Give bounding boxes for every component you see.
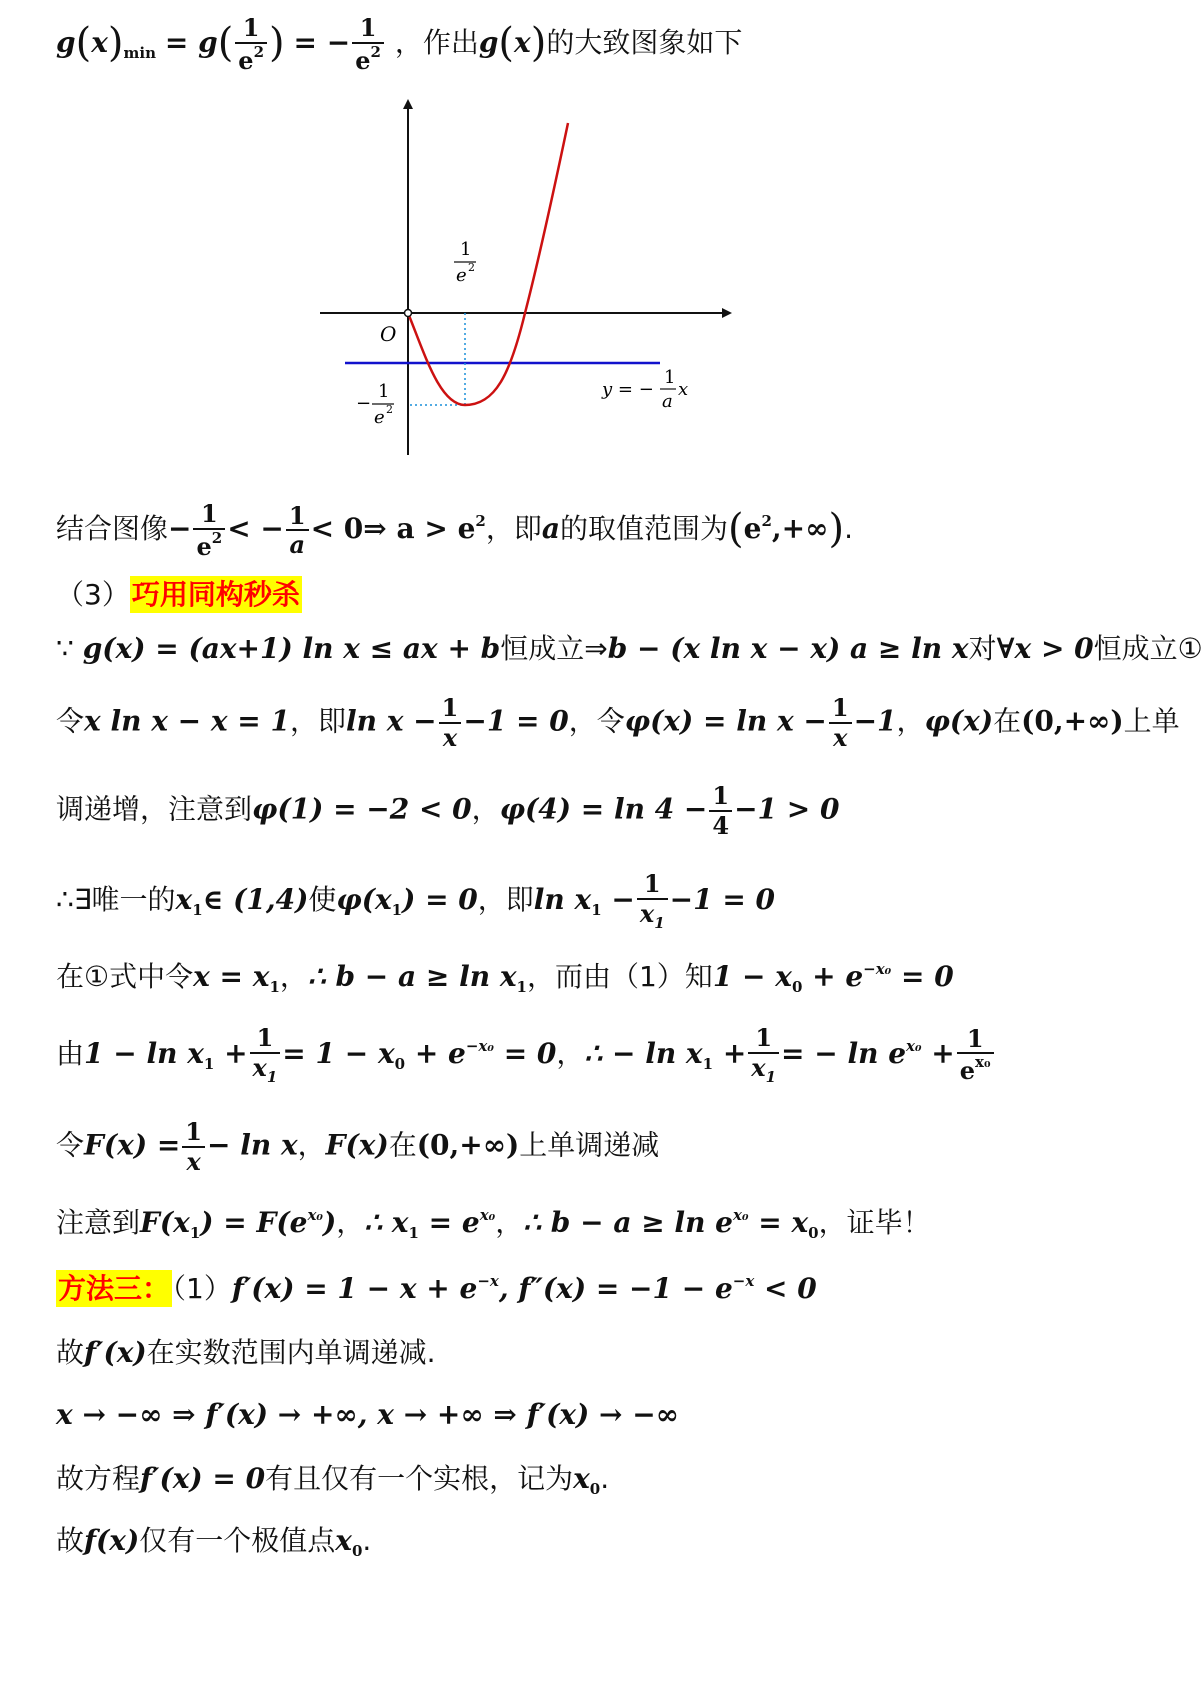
highlight-title: 巧用同构秒杀: [131, 578, 300, 611]
fraction: [829, 694, 852, 751]
math: ∴ x: [364, 1206, 409, 1239]
paren: (: [217, 20, 234, 67]
text: ，即: [477, 882, 534, 916]
sub: 0: [394, 1054, 406, 1073]
math: e: [743, 512, 762, 546]
denominator: 4: [712, 810, 730, 840]
math: −: [601, 882, 635, 916]
text: ，证毕！: [818, 1206, 931, 1239]
math: b − (x ln x − x) a ≥ ln x: [607, 632, 969, 665]
sup: x₀: [479, 1206, 496, 1224]
numerator: 1: [250, 1024, 281, 1054]
math: (0,+∞): [1021, 704, 1124, 738]
math: x: [573, 1462, 590, 1495]
math: ∀x > 0: [996, 632, 1094, 665]
origin-label: O: [380, 322, 397, 346]
math: φ(1) = −2 < 0: [252, 792, 472, 826]
line-proof-end: [56, 1206, 1060, 1242]
origin-point: [405, 310, 412, 317]
math-x: x: [91, 26, 108, 60]
y-tick-den: e: [374, 407, 385, 428]
numerator: 1: [193, 500, 225, 530]
math: + e: [405, 1036, 466, 1070]
math: = e: [418, 1206, 480, 1239]
math: φ(x) = ln x −: [624, 704, 827, 738]
text: 对: [968, 632, 997, 665]
math-eq: = −: [293, 26, 351, 60]
math: x: [175, 882, 193, 916]
math: φ(x: [336, 882, 392, 916]
sup: −x₀: [465, 1036, 494, 1055]
math: < 0: [754, 1272, 817, 1305]
math: ∴ b − a ≥ ln e: [523, 1206, 733, 1239]
text: ，: [279, 960, 308, 993]
line-label-y: y = −: [602, 379, 654, 400]
math-g: g: [56, 26, 76, 60]
text: 在: [388, 1128, 417, 1162]
math: ln x: [533, 882, 592, 916]
math: φ(4) = ln 4 −: [499, 792, 708, 826]
sub: 0: [808, 1224, 819, 1242]
function-graph: [320, 95, 740, 475]
sup: x₀: [906, 1036, 922, 1055]
text: ，即: [289, 704, 346, 738]
text: 令: [56, 704, 85, 738]
math: ,+∞: [771, 512, 829, 546]
text: ∵: [56, 632, 83, 665]
text: ，: [495, 1206, 524, 1239]
paren: (: [75, 20, 92, 67]
text: ，: [297, 1128, 326, 1162]
math-x: x: [514, 26, 531, 60]
text: .: [844, 512, 853, 546]
text: 在①式中令: [56, 960, 194, 993]
fraction: [193, 500, 225, 560]
math: ) = 0: [402, 882, 478, 916]
sub: 1: [203, 1054, 215, 1073]
numerator: 1: [637, 870, 668, 900]
numerator: 1: [829, 694, 852, 724]
denominator: $e^{x_0}$: [959, 1053, 991, 1086]
sub: 0: [589, 1480, 601, 1498]
sub: 1: [591, 900, 602, 919]
text: ，令: [568, 704, 625, 738]
math: 1 − ln x: [84, 1036, 204, 1070]
math: x ln x − x = 1: [84, 704, 290, 738]
fraction: [709, 782, 732, 839]
line-phi-def: [56, 693, 1180, 752]
text: 恒成立⇒: [500, 632, 608, 665]
text: 故: [56, 1524, 85, 1557]
sup: x₀: [307, 1206, 323, 1224]
y-tick-minus: −: [356, 393, 372, 414]
y-tick-num: 1: [378, 381, 390, 402]
sub: 1: [702, 1054, 714, 1073]
x-tick-den: e: [456, 265, 467, 286]
line-conclusion-a: [56, 500, 1060, 560]
sup: 2: [475, 512, 486, 531]
text: 恒成立①: [1093, 632, 1203, 665]
paren: ): [828, 506, 845, 553]
fraction: [439, 694, 462, 751]
math: < −: [227, 512, 284, 546]
text: 令: [56, 1128, 85, 1162]
line-method3: [56, 1272, 1060, 1306]
math: + e: [802, 960, 864, 993]
paren: ): [107, 20, 124, 67]
denominator: x: [442, 722, 458, 752]
numerator: 1: [182, 1118, 205, 1148]
sup: −x: [477, 1272, 499, 1290]
math: ∈ (1,4): [202, 882, 309, 916]
numerator: 1: [748, 1024, 779, 1054]
x-tick-num: 1: [460, 239, 472, 260]
math: φ(x): [924, 704, 994, 738]
math: ): [322, 1206, 337, 1239]
text: 注意到: [56, 1206, 141, 1239]
math: −1 = 0: [669, 882, 776, 916]
math: = − ln e: [781, 1036, 907, 1070]
text: 的大致图象如下: [546, 26, 743, 60]
text: 上单: [1123, 704, 1180, 738]
line-extremum: [56, 1524, 1060, 1560]
text: （3）: [56, 578, 130, 611]
denominator: $x_1$: [639, 898, 665, 932]
math: +: [713, 1036, 747, 1070]
text: ，: [336, 1206, 365, 1239]
math: ln x −: [346, 704, 437, 738]
paren: ): [530, 20, 547, 67]
numerator: 1: [439, 694, 462, 724]
line-derive: [56, 1024, 1060, 1086]
math: x = x: [193, 960, 270, 993]
text: 调递增，注意到: [56, 792, 253, 826]
sub: 1: [192, 900, 203, 919]
text: ∴∃唯一的: [56, 882, 176, 916]
math: +: [921, 1036, 955, 1070]
line-part3-header: [56, 578, 1060, 612]
svg-text:2: 2: [386, 403, 393, 416]
denominator: a: [289, 530, 305, 560]
math: f′(x): [84, 1336, 147, 1369]
math: F(x: [140, 1206, 190, 1239]
text: ，而由（1）知: [526, 960, 713, 993]
text: 在实数范围内单调递减.: [146, 1336, 436, 1369]
numerator: 1: [235, 14, 267, 44]
math: −1: [853, 704, 897, 738]
numerator: 1: [352, 14, 384, 44]
math: = x: [748, 1206, 809, 1239]
math: = 1 − x: [282, 1036, 395, 1070]
text: .: [362, 1524, 372, 1557]
math: −1 = 0: [463, 704, 569, 738]
fraction: [286, 502, 309, 559]
math: F(x) =: [84, 1128, 181, 1162]
text: 故: [56, 1336, 85, 1369]
svg-text:2: 2: [468, 261, 475, 274]
math-g: g: [478, 26, 499, 60]
math: −: [168, 512, 192, 546]
math: −1 > 0: [734, 792, 840, 826]
denominator: $e^2$: [238, 42, 265, 75]
fraction: [235, 14, 267, 74]
line-substitute: [56, 960, 1060, 996]
denominator: $x_1$: [252, 1052, 278, 1086]
sub: 1: [516, 978, 527, 996]
text: ，: [896, 704, 925, 738]
text: 在: [993, 704, 1022, 738]
text: 结合图像: [56, 512, 169, 546]
math: F(x): [325, 1128, 389, 1162]
text: （1）: [172, 1272, 232, 1305]
sup: 2: [761, 512, 772, 531]
text: ，: [471, 792, 500, 826]
line-root: [56, 1462, 1060, 1498]
math: = 0: [493, 1036, 557, 1070]
sub-min: min: [123, 44, 156, 63]
fraction: [748, 1024, 779, 1086]
denominator: x: [186, 1146, 201, 1176]
numerator: 1: [709, 782, 732, 812]
paren: ): [269, 20, 285, 67]
math: ∴ b − a ≥ ln x: [307, 960, 517, 993]
line-limits: [56, 1398, 1060, 1432]
math: f′(x) = 1 − x + e: [231, 1272, 478, 1305]
text: 故方程: [56, 1462, 141, 1495]
math: g(x) = (ax+1) ln x ≤ ax + b: [82, 632, 501, 665]
math: < 0⇒ a > e: [310, 512, 476, 546]
highlight-method: 方法三：: [58, 1272, 171, 1305]
math: x → −∞ ⇒ f′(x) → +∞, x → +∞ ⇒ f′(x) → −∞: [56, 1398, 679, 1431]
denominator: $x_1$: [751, 1052, 777, 1086]
math: x: [335, 1524, 352, 1557]
paren: (: [728, 506, 744, 553]
sub: 1: [391, 900, 403, 919]
text: 使: [308, 882, 337, 916]
text: ，作出: [394, 26, 479, 60]
fraction: [352, 14, 384, 74]
text: .: [600, 1462, 610, 1495]
line-monotone: [56, 1336, 1060, 1370]
math: +: [214, 1036, 248, 1070]
line-label-num: 1: [664, 367, 676, 388]
numerator: 1: [957, 1025, 994, 1055]
line-F-def: [56, 1118, 1060, 1175]
math: ∴ − ln x: [584, 1036, 703, 1070]
fraction: [957, 1025, 994, 1085]
text: 的取值范围为: [560, 512, 729, 546]
line-phi-values: [56, 782, 1060, 839]
text: 仅有一个极值点: [139, 1524, 336, 1557]
text: 由: [56, 1036, 85, 1070]
math: (0,+∞): [416, 1128, 520, 1162]
math: − ln x: [207, 1128, 298, 1162]
text: 有且仅有一个实根，记为: [265, 1462, 574, 1495]
line-gmin: [56, 14, 1060, 74]
text: ，即: [485, 512, 542, 546]
text: ，: [556, 1036, 585, 1070]
sub: 1: [189, 1224, 201, 1242]
sub: 1: [269, 978, 280, 996]
denominator: $e^2$: [355, 42, 381, 75]
math: = 0: [891, 960, 954, 993]
math: ) = F(e: [200, 1206, 308, 1239]
math: , f″(x) = −1 − e: [498, 1272, 733, 1305]
line-label-den: a: [662, 391, 673, 412]
numerator: 1: [286, 502, 309, 532]
text: 上单调递减: [519, 1128, 660, 1162]
sup: −x₀: [863, 960, 892, 978]
line-inequality: [56, 632, 1203, 666]
math: f′(x) = 0: [140, 1462, 266, 1495]
sup: −x: [732, 1272, 755, 1290]
math: 1 − x: [712, 960, 792, 993]
denominator: $e^2$: [196, 528, 223, 561]
math-eq: = g: [164, 26, 218, 60]
denominator: x: [833, 722, 848, 752]
sub: 1: [408, 1224, 419, 1242]
paren: (: [498, 20, 515, 67]
line-label-x: x: [678, 379, 689, 400]
fraction: [637, 870, 668, 932]
math: f(x): [84, 1524, 140, 1557]
math-a: a: [541, 512, 561, 546]
sub: 0: [791, 978, 803, 996]
line-unique-x1: [56, 870, 1060, 932]
sup: x₀: [733, 1206, 749, 1224]
sub: 0: [351, 1542, 363, 1560]
fraction: [182, 1118, 205, 1175]
fraction: [250, 1024, 281, 1086]
